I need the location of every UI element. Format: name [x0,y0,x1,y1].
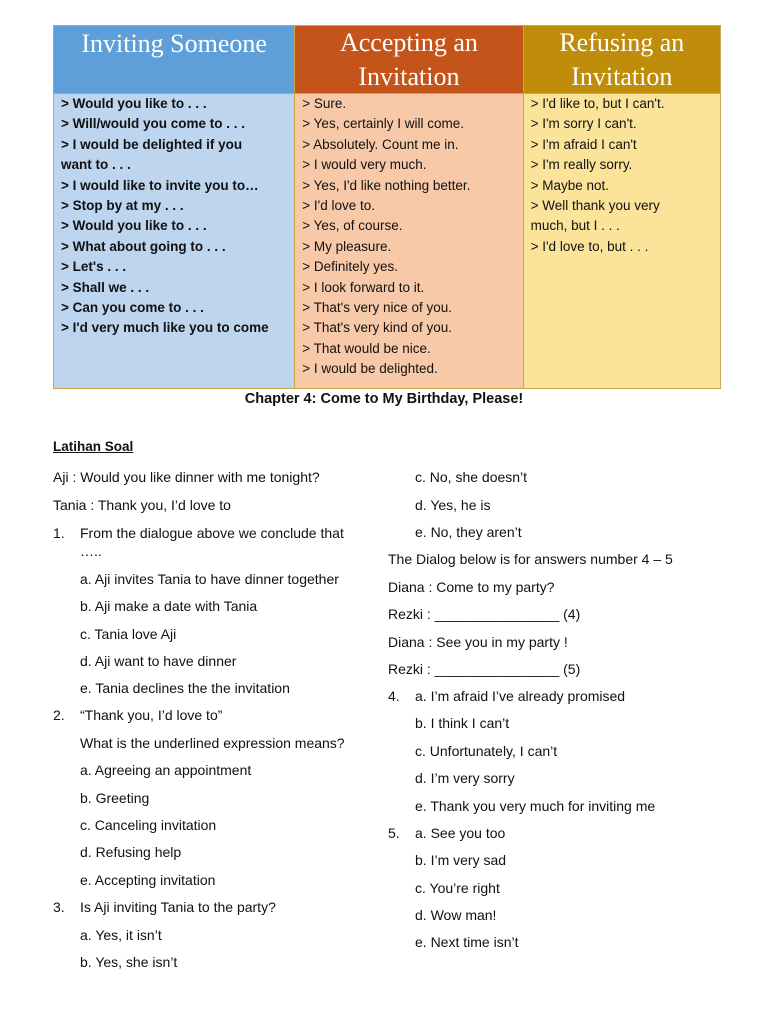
list-item: > That would be nice. [302,340,431,356]
list-item: > Would you like to . . . [61,96,207,111]
list-item: > Can you come to . . . [61,300,204,316]
refusing-list [524,94,720,388]
answer-option: a. I’m afraid I’ve already promised [415,688,626,704]
answer-option: a. Agreeing an appointment [80,762,252,778]
question-number: 1. [53,525,65,541]
answer-option: a. See you too [415,825,506,841]
refusing-header: Refusing an Invitation [524,26,720,94]
list-item: > I would be delighted. [302,361,438,377]
list-item: > Would you like to . . . [61,218,207,234]
inviting-header: Inviting Someone [54,26,294,94]
list-item: > I would like to invite you to… [61,177,259,193]
list-item: > Shall we . . . [61,279,150,295]
answer-option: e. No, they aren’t [415,524,522,540]
answer-option: e. Next time isn’t [415,934,519,950]
list-item: > Definitely yes. [302,259,398,275]
dialogue-line: Rezki : ________________ (4) [388,606,581,622]
answer-option: d. I’m very sorry [415,770,515,786]
list-item: > Yes, certainly I will come. [302,116,464,132]
answer-option: b. Yes, she isn’t [80,954,178,970]
dialogue-line: Tania : Thank you, I’d love to [53,497,231,513]
list-item: > Well thank you very [530,198,660,214]
answer-option: b. Aji make a date with Tania [80,598,258,614]
list-item: > I'm sorry I can't. [530,116,637,132]
section-title: Latihan Soal [53,439,134,454]
accepting-list [295,94,522,388]
list-item: > I would very much. [302,157,427,173]
answer-option: d. Aji want to have dinner [80,653,237,669]
list-item: > Will/would you come to . . . [61,116,246,132]
answer-option: b. I’m very sad [415,852,507,868]
list-item: much, but I . . . [530,218,620,234]
list-item: > Maybe not. [530,177,610,193]
list-item: > Yes, I'd like nothing better. [302,177,471,193]
list-item: > My pleasure. [302,238,392,254]
list-item: > I look forward to it. [302,279,425,295]
question-number: 5. [388,825,400,841]
list-item: > Let's . . . [61,259,127,275]
list-item: > Sure. [302,96,347,111]
list-item: > I'd love to. [302,198,376,214]
question-number: 3. [53,899,65,915]
list-item: > I'm really sorry. [530,157,633,173]
answer-option: c. No, she doesn’t [415,469,528,485]
answer-option: e. Tania declines the the invitation [80,680,290,696]
answer-option: b. I think I can’t [415,715,510,731]
dialogue-line: Rezki : ________________ (5) [388,661,581,677]
dialog-intro: The Dialog below is for answers number 4 – 5 [388,551,673,567]
list-item: > Yes, of course. [302,218,403,234]
list-item: > What about going to . . . [61,238,226,254]
question-number: 2. [53,707,65,723]
list-item: > Stop by at my . . . [61,198,184,214]
question-text: Is Aji inviting Tania to the party? [80,899,276,915]
list-item: > I'd like to, but I can't. [530,96,665,111]
answer-option: e. Thank you very much for inviting me [415,798,656,814]
chapter-title: Chapter 4: Come to My Birthday, Please! [244,391,524,407]
inviting-column [54,26,294,388]
answer-option: d. Wow man! [415,907,497,923]
expressions-table [53,25,721,389]
question-text: “Thank you, I’d love to” [80,707,223,723]
answer-option: e. Accepting invitation [80,872,216,888]
question-text: ….. [80,543,102,559]
dialogue-line: Diana : Come to my party? [388,579,555,595]
answer-option: b. Greeting [80,790,150,806]
list-item: > That's very kind of you. [302,320,453,336]
question-text: From the dialogue above we conclude that [80,525,344,541]
refusing-column [523,26,720,388]
dialogue-line: Aji : Would you like dinner with me tonight? [53,469,320,485]
answer-option: c. You’re right [415,880,500,896]
answer-option: d. Refusing help [80,844,182,860]
list-item: > I'd very much like you to come [61,320,269,336]
accepting-header: Accepting an Invitation [295,26,522,94]
answer-option: c. Canceling invitation [80,817,217,833]
answer-option: d. Yes, he is [415,497,491,513]
answer-option: c. Tania love Aji [80,626,177,642]
list-item: > I'd love to, but . . . [530,238,649,254]
list-item: > Absolutely. Count me in. [302,136,459,152]
question-number: 4. [388,688,400,704]
question-text: What is the underlined expression means? [80,735,345,751]
answer-option: c. Unfortunately, I can’t [415,743,558,759]
accepting-column [294,26,522,388]
list-item: want to . . . [61,157,131,173]
inviting-list [54,94,294,388]
answer-option: a. Yes, it isn’t [80,927,162,943]
dialogue-line: Diana : See you in my party ! [388,634,568,650]
list-item: > I'm afraid I can't [530,136,637,152]
list-item: > That's very nice of you. [302,300,453,316]
list-item: > I would be delighted if you [61,136,243,152]
answer-option: a. Aji invites Tania to have dinner together [80,571,339,587]
